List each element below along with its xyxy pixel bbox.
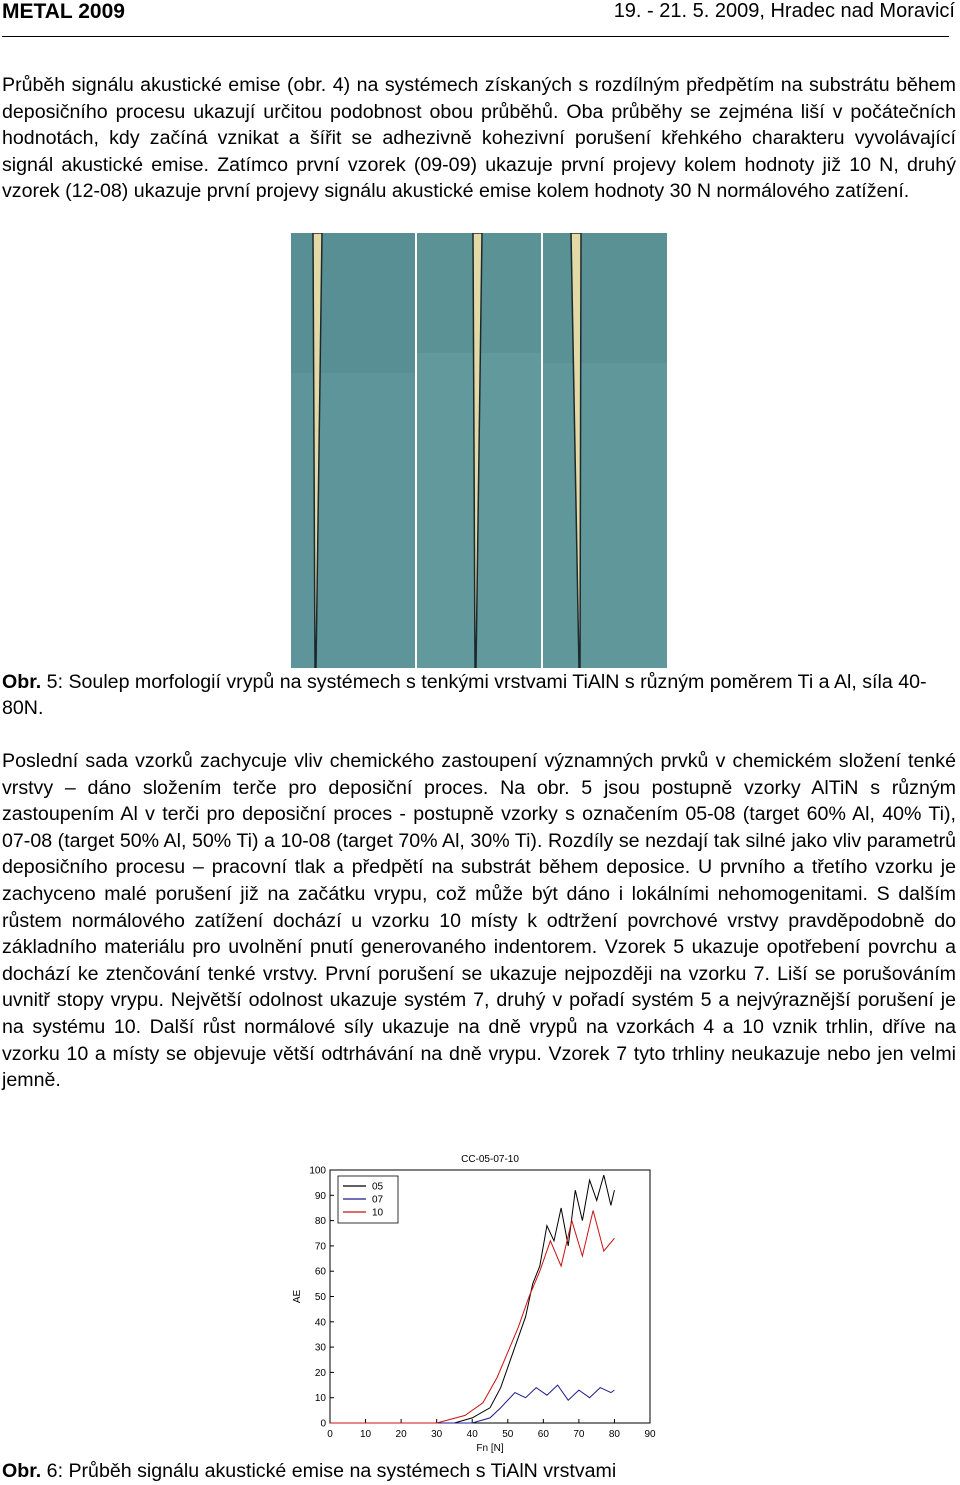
ae-signal-chart [282,1148,660,1454]
y-tick-label: 70 [314,1241,326,1253]
x-tick-label: 80 [608,1429,621,1440]
figure-5-caption [2,669,956,721]
figure-6-text: : Průběh signálu akustické emise na systémech s TiAlN vrstvami [57,1460,617,1482]
y-tick-label: 10 [314,1393,326,1405]
micrograph-separator-1 [415,233,417,668]
micrograph-shade-3 [543,233,667,363]
x-tick-label: 90 [644,1429,656,1440]
x-tick-label: 30 [431,1429,443,1440]
x-tick-label: 40 [466,1429,478,1440]
y-tick-label: 40 [314,1317,326,1329]
legend-label-07: 07 [372,1194,384,1206]
legend-label-05: 05 [372,1181,384,1193]
y-tick-label: 90 [314,1190,326,1202]
y-tick-label: 60 [314,1266,326,1278]
figure-6-number: 6 [46,1460,58,1482]
y-tick-label: 50 [314,1292,326,1303]
y-axis-label: AE [292,1289,303,1304]
figure-5-text: : Soulep morfologií vrypů na systémech s tenkými vrstvami TiAlN s různým poměrem Ti a Al, síla 40-80N. [2,671,927,719]
conference-date-place: 19. - 21. 5. 2009, Hradec nad Moravicí [613,0,955,22]
page-header [2,0,955,30]
y-tick-label: 30 [314,1342,326,1354]
x-tick-label: 50 [502,1429,514,1440]
header-rule [2,36,949,37]
x-tick-label: 0 [327,1429,333,1440]
x-axis-label: Fn [N] [476,1443,504,1454]
legend-label-10: 10 [372,1207,384,1219]
conference-name: METAL 2009 [2,0,125,23]
micrograph-shade-1 [291,233,415,373]
micrograph-separator-2 [541,233,543,668]
figure-5-number: 5 [46,671,58,693]
paragraph-ae-signal: Průběh signálu akustické emise (obr. 4) na systémech získaných s rozdílným předpětím na substrátu během deposičního procesu ukazují určitou podobnost obou průběhů. Oba průběhy se zejména liší v počátečních hodnotách, kdy začíná vznikat a šířit se adhezivně kohezivní porušení křehkého charakteru vyvolávající signál akustické emise. Zatímco první vzorek (09-09) ukazuje první projevy kolem hodnoty již 10 N, druhý vzorek (12-08) ukazuje první projevy signálu akustické emise kolem hodnoty 30 N normálového zatížení. [2,74,956,203]
x-tick-label: 10 [359,1429,372,1440]
x-tick-label: 20 [395,1429,407,1440]
y-tick-label: 0 [320,1418,326,1430]
x-tick-label: 70 [573,1429,585,1440]
figure-5-label: Obr. [2,671,42,693]
y-tick-label: 100 [309,1165,326,1177]
figure-6-label: Obr. [2,1460,42,1482]
paragraph-chemical-composition: Poslední sada vzorků zachycuje vliv chemického zastoupení významných prvků v chemickém složení tenké vrstvy – dáno složením terče pro deposiční proces. Na obr. 5 jsou postupně vzorky AlTiN s různým zastoupením Al v terči pro deposiční proces - postupně vzorky s označením 05-08 (target 60% Al, 40% Ti), 07-08 (target 50% Al, 50% Ti) a 10-08 (target 70% Al, 30% Ti). Rozdíly se nezdají tak silné jako vliv parametrů deposičního procesu – pracovní tlak a předpětí na substrát během deposice. U prvního a třetího vzorku je zachyceno malé porušení již na začátku vrypu, což může být dáno i lokálními nehomogenitami. S dalším růstem normálového zatížení dochází u vzorku 10 místy k odtržení povrchové vrstvy pravděpodobně do základního materiálu pro uvolnění pnutí generovaného indentorem. Vzorek 5 ukazuje opotřebení povrchu a dochází ke ztenčování tenké vrstvy. První porušení se ukazuje nejpozději na vzorku 7. Liší se porušováním uvnitř stopy vrypu. Největší odolnost ukazuje systém 7, druhý v pořadí systém 5 a nejvýraznější porušení je na systému 10. Další růst normálové síly ukazuje na dně vrypů na vzorkách 4 a 10 vznik trhlin, dříve na vzorku 10 a místy se objevuje větší odtrhávání na dně vrypu. Vzorek 7 tyto trhliny neukazuje nebo jen velmi jemně. [2,750,956,1092]
y-tick-label: 80 [314,1216,326,1228]
y-tick-label: 20 [314,1367,326,1379]
chart-title: CC-05-07-10 [461,1154,519,1165]
figure-6-caption [2,1458,956,1484]
scratch-micrograph-collage [291,233,667,668]
x-tick-label: 60 [537,1429,549,1440]
